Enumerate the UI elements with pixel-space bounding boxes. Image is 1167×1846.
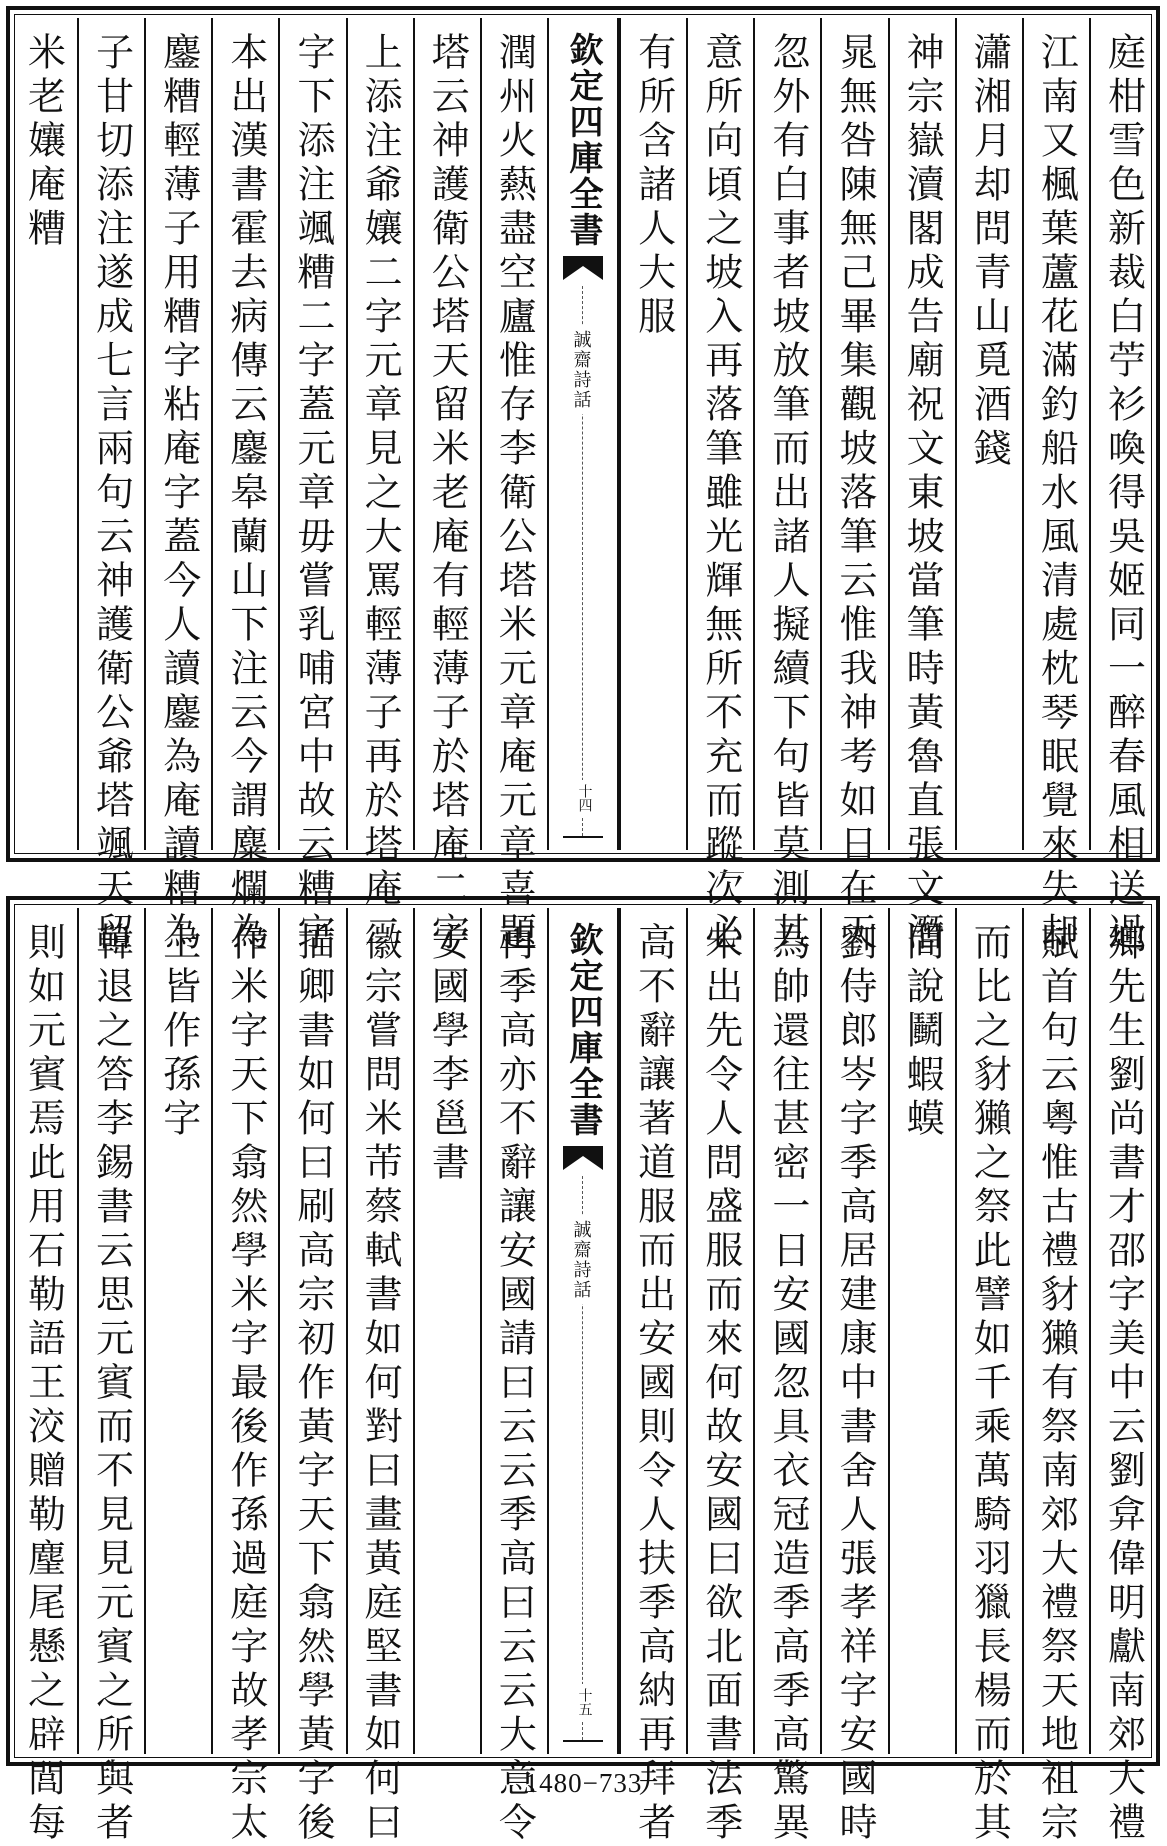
column-text: 晁無咎陳無己畢集觀坡落筆云惟我神考如日在天	[832, 32, 877, 956]
text-column	[211, 908, 278, 1846]
text-column	[144, 908, 211, 1754]
text-column	[955, 18, 1022, 850]
text-column	[888, 18, 955, 956]
top-page	[6, 6, 1160, 956]
column-text: 子甘切添注遂成七言兩句云神護衛公爺塔颯天留	[89, 32, 134, 956]
text-column	[480, 18, 547, 956]
text-column	[1089, 908, 1156, 1846]
page-separator	[720, 872, 744, 873]
column-text: 徽宗嘗問米芾蔡軾書如何對曰畫黃庭堅書如何曰	[358, 922, 403, 1846]
text-column	[888, 908, 955, 1754]
text-column	[820, 18, 887, 956]
center-rule	[563, 1740, 603, 1742]
column-text: 而比之豺獺之祭此譬如千乘萬騎羽獵長楊而於其	[967, 922, 1012, 1846]
text-column	[10, 18, 77, 850]
text-column	[144, 18, 211, 956]
column-text: 賦首句云粵惟古禮豺獺有祭南郊大禮祭天地祖宗	[1034, 922, 1079, 1846]
text-column	[753, 18, 820, 956]
page-number: 十四	[574, 780, 594, 816]
column-text: 上添注爺孃二字元章見之大罵輕薄子再於塔庵二	[358, 32, 403, 956]
column-text: 庭柑雪色新裁白苧衫喚得吳姬同一醉春風相送過	[1101, 32, 1146, 956]
column-text: 忽外有白事者坡放筆而出諸人擬續下句皆莫測其	[765, 32, 810, 956]
column-text: 神宗嶽瀆閣成告廟祝文東坡當筆時黃魯直張文潛	[900, 32, 945, 956]
text-column	[77, 908, 144, 1846]
page-number: 十五	[574, 1684, 594, 1720]
column-text: 韓退之答李錫書云思元賓而不見見元賓之所與者	[89, 922, 134, 1846]
column-text: 劉侍郎岑字季高居建康中書舍人張孝祥字安國時	[832, 922, 877, 1846]
fishtail-icon	[563, 1146, 603, 1170]
text-column	[1022, 18, 1089, 956]
text-column	[1089, 18, 1156, 956]
text-column	[278, 18, 345, 956]
column-text: 潤州火爇盡空廬惟存李衛公塔米元章庵元章喜題	[492, 32, 537, 956]
section-title: 誠齋詩話	[571, 1216, 589, 1304]
text-column	[346, 908, 413, 1846]
center-fold	[547, 908, 619, 1754]
text-column	[753, 908, 820, 1846]
text-column	[10, 908, 77, 1846]
text-column	[619, 18, 686, 850]
text-column	[686, 908, 753, 1846]
text-column	[619, 908, 686, 1846]
center-rule	[563, 836, 603, 838]
column-text: 則如元賓焉此用石勒語王洨贈勒麈尾懸之辟閭每	[21, 922, 66, 1846]
text-column	[820, 908, 887, 1846]
text-column	[211, 18, 278, 956]
text-column	[77, 18, 144, 956]
text-column	[413, 18, 480, 956]
book-title: 欽定四庫全書	[562, 922, 603, 1138]
column-text: 江南又楓葉蘆花滿釣船水風清處枕琴眠覺來失却	[1034, 32, 1079, 956]
column-text: 字下添注颯糟二字蓋元章毋嘗乳哺宮中故云糟字	[291, 32, 336, 956]
column-text: 間說鬭蝦蟆	[900, 922, 945, 1142]
column-text: 意所向頃之坡入再落筆雖光輝無所不充而蹤次必	[698, 32, 743, 956]
text-column	[480, 908, 547, 1846]
column-text: 安國學李邕書	[425, 922, 470, 1186]
column-text: 作米字天下翕然學米字最後作孫過庭字故孝宗太	[223, 922, 268, 1846]
center-line	[570, 1176, 593, 1740]
column-text: 上皆作孫字	[156, 922, 201, 1142]
text-column	[278, 908, 345, 1846]
text-column	[686, 18, 753, 956]
column-text: 塔云神護衛公塔天留米老庵有輕薄子於塔庵二字	[425, 32, 470, 956]
page-footer-code: 1480−733	[524, 1768, 643, 1798]
center-line	[570, 286, 593, 836]
column-text: 鏖糟輕薄子用糟字粘庵字蓋今人讀鏖為庵讀糟為	[156, 32, 201, 956]
section-title: 誠齋詩話	[571, 326, 589, 414]
column-text: 本出漢書霍去病傳云鏖皋蘭山下注云今謂麋爛為	[223, 32, 268, 956]
column-text: 為帥還往甚密一日安國忽具衣冠造季高季高驚異	[765, 922, 810, 1846]
center-fold	[547, 18, 619, 850]
column-text: 描卿書如何曰刷高宗初作黃字天下翕然學黃字後	[291, 922, 336, 1846]
column-text: 再季高亦不辭讓安國請曰云云季高曰云云大意令	[492, 922, 537, 1846]
text-column	[413, 908, 480, 1754]
book-title: 欽定四庫全書	[562, 32, 603, 248]
column-text: 瀟湘月却問青山覓酒錢	[967, 32, 1012, 472]
text-column	[1022, 908, 1089, 1846]
text-column	[955, 908, 1022, 1846]
column-text: 未出先令人問盛服而來何故安國曰欲北面書法季	[698, 922, 743, 1846]
column-text: 高不辭讓著道服而出安國則令人扶季高納再拜者	[631, 922, 676, 1846]
column-text: 有所含諸人大服	[631, 32, 676, 340]
column-text: 鄉先生劉尚書才邵字美中云劉弇偉明獻南郊大禮	[1101, 922, 1146, 1846]
column-text: 米老孃庵糟	[21, 32, 66, 252]
fishtail-icon	[563, 256, 603, 280]
text-column	[346, 18, 413, 956]
